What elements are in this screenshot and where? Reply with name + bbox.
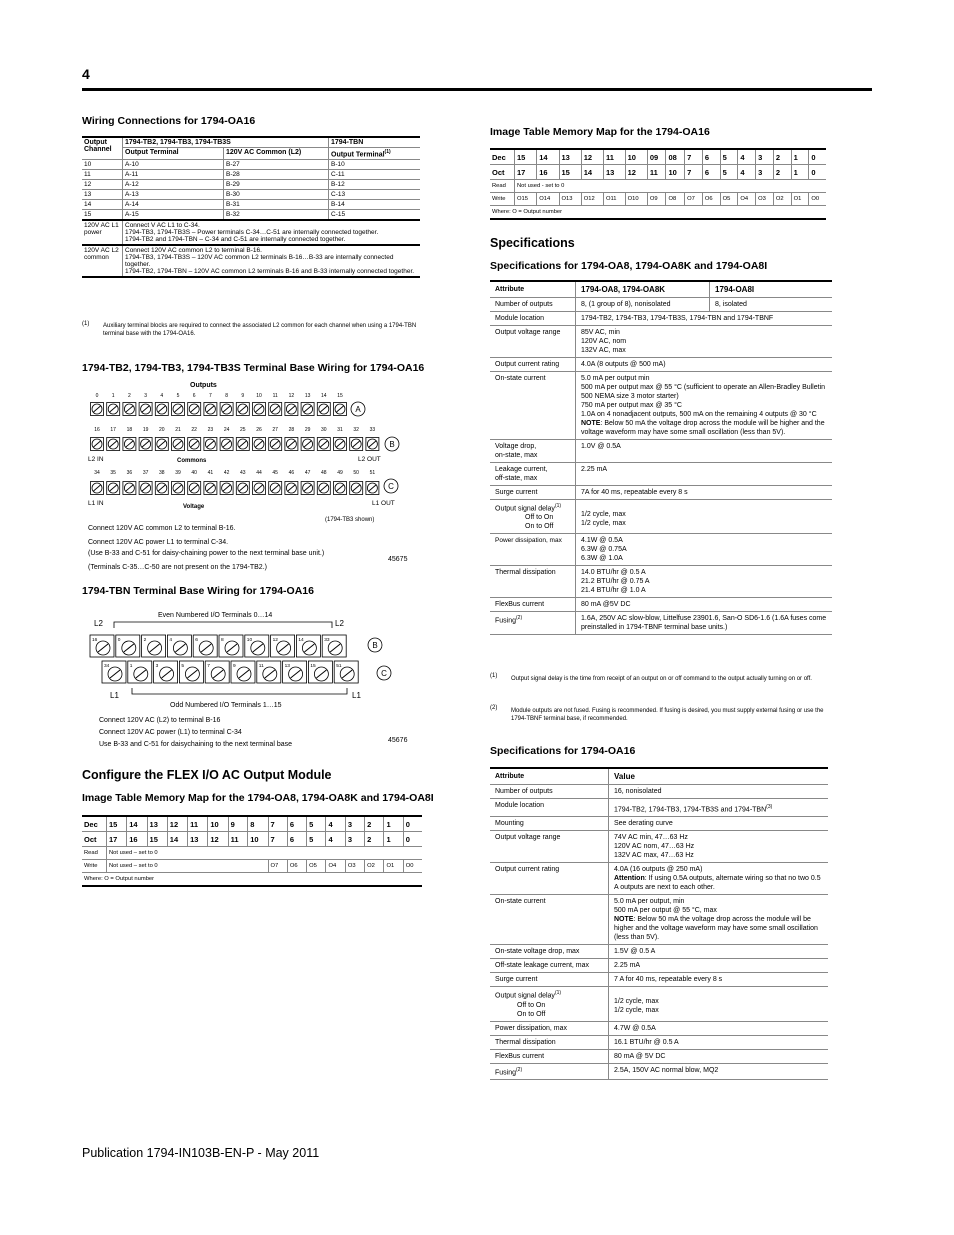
terminal-number: 24 bbox=[223, 427, 230, 433]
terminal-number: 16 bbox=[94, 427, 100, 433]
bit-cell: 1 bbox=[791, 149, 809, 165]
bit-cell: 12 bbox=[167, 816, 187, 832]
bit-cell: 13 bbox=[188, 832, 208, 847]
terminal-number: 3 bbox=[155, 664, 159, 669]
col-common: 120V AC Common (L2) bbox=[224, 148, 329, 160]
table-cell: B-27 bbox=[224, 160, 329, 170]
l1-right: L1 bbox=[352, 691, 361, 700]
terminal-number: 17 bbox=[110, 427, 116, 433]
col-output-channel: Output Channel bbox=[82, 137, 123, 160]
mm8-where: Where: O = Output number bbox=[82, 873, 422, 887]
bit-cell: 9 bbox=[228, 816, 248, 832]
bit-cell: 1 bbox=[384, 816, 403, 832]
bit-cell: 1 bbox=[384, 832, 403, 847]
terminal-number: 49 bbox=[337, 470, 343, 476]
bit-cell: O7 bbox=[268, 860, 287, 873]
terminal-number: 2 bbox=[143, 638, 147, 643]
tb3-shown: (1794-TB3 shown) bbox=[325, 517, 375, 523]
header-rule bbox=[82, 88, 872, 91]
specs-title: Specifications bbox=[490, 236, 575, 250]
bit-cell: 13 bbox=[559, 149, 581, 165]
bit-cell: O4 bbox=[738, 193, 756, 206]
bit-cell: 3 bbox=[756, 149, 774, 165]
spec1-table: Attribute 1794-OA8, 1794-OA8K 1794-OA8I Number of outputs 8, (1 group of 8), nonisolated 8, isolated Module location 1794-TB2, 1794-TB3, 1794-TB3S, 1794-TBN and 1794-TBNF Output voltage range 85V AC, min 120V AC, nom 132V AC, max Output current rating 4.0A (8 outputs @ 500 mA) On-state current 5.0 mA per output min 500 mA per output max @ 55 °C (sufficient to operate an Allen-Bradley Bulletin 500 NEMA size 3 motor starter) 750 mA per output max @ 35 °C 1.0A on 4 nonadjacent outputs, 500 mA on the remaining 4 outputs @ 30 °C NOTE: Below 50 mA the voltage drop across the module will be higher and the voltage waveform may have some small oscillation (less than 5V). Voltage drop, on-state, max 1.0V @ 0.5A Leakage current, off-state, max 2.25 mA Surge current 7A for 40 ms, repeatable every 8 s Output signal delay$^{(1)}$ Off to On On to Off 1/2 cycle, max 1/2 cycle, max Power dissipation, max 4.1W @ 0.5A 6.3W @ 0.75A 6.3W @ 1.0A Thermal dissipation 14.0 BTU/hr @ 0.5 A 21.2 BTU/hr @ 0.75 A 21.4 BTU/hr @ 1.0 A FlexBus current 80 mA @5V DC Fusing$^{(2)}$ 1.6A, 250V AC slow-blow, Littelfuse 23901.6, San-O SD6-1.6 (1.6A fuses come preinstalled in 1794-TBNF terminal base units.) bbox=[490, 280, 832, 635]
l2-left: L2 bbox=[94, 619, 103, 628]
voltage-label: Voltage bbox=[183, 504, 205, 510]
terminal-number: 0 bbox=[117, 638, 121, 643]
bit-cell: O6 bbox=[287, 860, 306, 873]
table-cell: B-28 bbox=[224, 170, 329, 180]
table-row bbox=[82, 210, 420, 221]
terminal-number: 40 bbox=[191, 470, 197, 476]
even-label: Even Numbered I/O Terminals 0…14 bbox=[158, 612, 273, 619]
col-output-terminal: Output Terminal bbox=[123, 148, 224, 160]
terminal-number: 25 bbox=[240, 427, 246, 433]
bit-cell: 4 bbox=[738, 149, 756, 165]
terminal-number: 14 bbox=[321, 393, 327, 399]
tb3-title: 1794-TB2, 1794-TB3, 1794-TB3S Terminal Base Wiring for 1794-OA16 bbox=[82, 362, 425, 374]
odd-label: Odd Numbered I/O Terminals 1…15 bbox=[170, 702, 282, 709]
bit-cell: 10 bbox=[666, 165, 685, 180]
bit-cell: O0 bbox=[809, 193, 826, 206]
wiring-fn-mark: (1) bbox=[82, 321, 90, 327]
terminal-number: 4 bbox=[169, 638, 173, 643]
terminal-number: 3 bbox=[144, 393, 147, 399]
terminal-number: 2 bbox=[128, 393, 131, 399]
outputs-label: Outputs bbox=[190, 382, 217, 389]
terminal-number: 48 bbox=[321, 470, 327, 476]
table-cell: C-15 bbox=[329, 210, 421, 221]
bit-cell: 17 bbox=[515, 165, 537, 180]
bit-cell: O5 bbox=[307, 860, 326, 873]
row-c-letter: C bbox=[388, 482, 394, 491]
terminal-number: 5 bbox=[176, 393, 180, 399]
terminal-number: 6 bbox=[192, 393, 196, 399]
col-group-b: 1794-TBN bbox=[329, 137, 421, 148]
bit-cell: 11 bbox=[228, 832, 248, 847]
terminal-number: 44 bbox=[256, 470, 262, 476]
l2-right: L2 bbox=[335, 619, 344, 628]
page-number: 4 bbox=[82, 66, 90, 82]
terminal-number: 33 bbox=[324, 638, 330, 643]
terminal-number: 12 bbox=[272, 638, 278, 643]
terminal-number: 34 bbox=[94, 470, 100, 476]
terminal-number: 0 bbox=[95, 393, 99, 399]
bit-cell: 12 bbox=[625, 165, 647, 180]
bit-cell: 13 bbox=[604, 165, 626, 180]
table-cell: 12 bbox=[82, 180, 123, 190]
terminal-number: 21 bbox=[175, 427, 181, 433]
bit-cell: 8 bbox=[248, 816, 268, 832]
bit-cell: 3 bbox=[345, 816, 364, 832]
bit-cell: O0 bbox=[403, 860, 422, 873]
bit-cell: O10 bbox=[625, 193, 647, 206]
mm16-read-text: Not used - set to 0 bbox=[515, 180, 827, 193]
table-cell: 11 bbox=[82, 170, 123, 180]
mm16-oct-label: Oct bbox=[490, 165, 515, 180]
mm16-dec-label: Dec bbox=[490, 149, 515, 165]
table-cell: A-15 bbox=[123, 210, 224, 221]
terminal-number: 45 bbox=[272, 470, 278, 476]
spec1-h-attr: Attribute bbox=[490, 281, 576, 298]
table-cell: 15 bbox=[82, 210, 123, 221]
tbn-diagram bbox=[82, 604, 422, 714]
terminal-number: 19 bbox=[142, 427, 149, 433]
bit-cell: 7 bbox=[268, 816, 287, 832]
bit-cell: 15 bbox=[559, 165, 581, 180]
terminal-number: 50 bbox=[353, 470, 359, 476]
terminal-number: 42 bbox=[223, 470, 230, 476]
table-cell: A-12 bbox=[123, 180, 224, 190]
bit-cell: 7 bbox=[685, 149, 703, 165]
terminal-number: 51 bbox=[369, 470, 376, 476]
table-cell: B-30 bbox=[224, 190, 329, 200]
bit-cell: O12 bbox=[581, 193, 603, 206]
mm8-table bbox=[82, 815, 422, 887]
l2-out-label: L2 OUT bbox=[358, 456, 381, 463]
bit-cell: 5 bbox=[307, 816, 326, 832]
spec-fn2-mark: (2) bbox=[490, 705, 498, 711]
terminal-number: 1 bbox=[129, 664, 133, 669]
terminal-number: 7 bbox=[209, 393, 212, 399]
spec2-title: Specifications for 1794-OA16 bbox=[490, 745, 636, 757]
table-row bbox=[82, 180, 420, 190]
spec-fn1-text: Output signal delay is the time from receipt of an output on or off command to the output actually turning on or off. bbox=[511, 676, 812, 682]
terminal-number: 31 bbox=[337, 427, 343, 433]
spec2-table: Attribute Value Number of outputs 16, nonisolated Module location 1794-TB2, 1794-TB3, 1794-TB3S and 1794-TBN$^{(3)}$ Mounting See derating curve Output voltage range 74V AC min, 47…63 Hz 120V AC nom, 47…63 Hz 132V AC max, 47…63 Hz Output current rating 4.0A (16 outputs @ 250 mA) Attention: If using 0.5A outputs, alternate wiring so that no two 0.5 A outputs are next to each other. On-state current 5.0 mA per output, min 500 mA per output @ 55 °C, max NOTE: Below 50 mA the voltage drop across the module will be higher and the voltage waveform may have some small oscillation (less than 5V). On-state voltage drop, max 1.5V @ 0.5 A Off-state leakage current, max 2.25 mA Surge current 7 A for 40 ms, repeatable every 8 s Output signal delay$^{(1)}$ Off to On On to Off 1/2 cycle, max 1/2 cycle, max Power dissipation, max 4.7W @ 0.5A Thermal dissipation 16.1 BTU/hr @ 0.5 A FlexBus current 80 mA @ 5V DC Fusing$^{(2)}$ 2.5A, 150V AC normal blow, MQ2 bbox=[490, 767, 828, 1080]
terminal-number: 36 bbox=[126, 470, 133, 476]
bit-cell: O5 bbox=[720, 193, 738, 206]
tbn-top-row bbox=[90, 635, 346, 657]
bit-cell: 15 bbox=[107, 816, 127, 832]
bit-cell: 08 bbox=[666, 149, 685, 165]
bit-cell: 7 bbox=[268, 832, 287, 847]
mm8-write-label: Write bbox=[82, 860, 107, 873]
terminal-number: 5 bbox=[181, 664, 185, 669]
bit-cell: O7 bbox=[685, 193, 703, 206]
terminal-number: 12 bbox=[288, 393, 295, 399]
wiring-fn-text: Auxiliary terminal blocks are required to connect the associated L2 common for each channel when using a 1794-TBN terminal base with the 1794-OA16. bbox=[103, 323, 417, 337]
table-cell: A-14 bbox=[123, 200, 224, 210]
l2-text: Connect 120V AC common L2 to terminal B-16. 1794-TB3, 1794-TB3S – 120V AC common L2 terminals B-16…B-33 are internally connected together. 1794-TB2, 1794-TBN – 120V AC common L2 terminals B-16 and B-33 internally connected together. bbox=[123, 245, 421, 277]
terminal-number: 38 bbox=[159, 470, 165, 476]
mm8-dec-label: Dec bbox=[82, 816, 107, 832]
bit-cell: O2 bbox=[365, 860, 384, 873]
table-cell: B-14 bbox=[329, 200, 421, 210]
table-cell: C-11 bbox=[329, 170, 421, 180]
mm16-title: Image Table Memory Map for the 1794-OA16 bbox=[490, 126, 710, 138]
bit-cell: O2 bbox=[773, 193, 791, 206]
spec2-h-val: Value bbox=[609, 768, 829, 785]
bit-cell: 3 bbox=[756, 165, 774, 180]
wiring-title: Wiring Connections for 1794-OA16 bbox=[82, 115, 256, 127]
terminal-row-a bbox=[91, 393, 347, 416]
table-cell: A-13 bbox=[123, 190, 224, 200]
bit-cell: 10 bbox=[625, 149, 647, 165]
bit-cell: 15 bbox=[515, 149, 537, 165]
terminal-number: 11 bbox=[258, 664, 264, 669]
bit-cell: 16 bbox=[537, 165, 559, 180]
configure-title: Configure the FLEX I/O AC Output Module bbox=[82, 768, 332, 782]
bit-cell: 6 bbox=[287, 816, 306, 832]
terminal-number: 10 bbox=[246, 638, 253, 643]
bit-cell: O3 bbox=[345, 860, 364, 873]
terminal-number: 23 bbox=[207, 427, 214, 433]
wiring-rows bbox=[82, 160, 420, 221]
spec1-h-b: 1794-OA8I bbox=[710, 281, 833, 298]
bit-cell: 1 bbox=[791, 165, 809, 180]
commons-label: Commons bbox=[177, 458, 207, 464]
mm16-write-label: Write bbox=[490, 193, 515, 206]
spec2-h-attr: Attribute bbox=[490, 768, 609, 785]
terminal-number: 27 bbox=[272, 427, 278, 433]
bit-cell: O13 bbox=[559, 193, 581, 206]
table-row bbox=[82, 170, 420, 180]
mm8-read-text: Not used – set to 0 bbox=[107, 847, 423, 860]
bit-cell: 2 bbox=[365, 816, 384, 832]
tbn-row-b-letter: B bbox=[372, 641, 378, 650]
mm8-oct-label: Oct bbox=[82, 832, 107, 847]
terminal-number: 13 bbox=[304, 393, 311, 399]
spec1-h-a: 1794-OA8, 1794-OA8K bbox=[576, 281, 710, 298]
table-cell: A-10 bbox=[123, 160, 224, 170]
tb3-notes: Connect 120V AC common L2 to terminal B-16. Connect 120V AC power L1 to terminal C-34. (Use B-33 and C-51 for daisy-chaining power to the next terminal base unit.) (Terminals C-35…C-50 are not present on the 1794-TB2.) bbox=[88, 525, 325, 571]
bit-cell: 14 bbox=[581, 165, 603, 180]
bit-cell: 0 bbox=[809, 149, 826, 165]
bit-cell: 13 bbox=[147, 816, 167, 832]
bit-cell: 6 bbox=[702, 165, 720, 180]
terminal-number: 7 bbox=[207, 664, 210, 669]
tbn-fig-num: 45676 bbox=[388, 737, 408, 744]
l1-out-label: L1 OUT bbox=[372, 500, 395, 507]
terminal-number: 15 bbox=[310, 664, 316, 669]
terminal-number: 13 bbox=[284, 664, 290, 669]
bit-cell: 12 bbox=[581, 149, 603, 165]
spec-fn1-mark: (1) bbox=[490, 673, 498, 679]
table-cell: 14 bbox=[82, 200, 123, 210]
terminal-number: 26 bbox=[256, 427, 262, 433]
terminal-number: 28 bbox=[288, 427, 295, 433]
bit-cell: 16 bbox=[127, 832, 147, 847]
terminal-number: 8 bbox=[221, 638, 224, 643]
table-cell: A-11 bbox=[123, 170, 224, 180]
bit-cell: 0 bbox=[403, 832, 422, 847]
bit-cell: 7 bbox=[685, 165, 703, 180]
table-row bbox=[82, 190, 420, 200]
terminal-number: 37 bbox=[142, 470, 149, 476]
mm8-title: Image Table Memory Map for the 1794-OA8, 1794-OA8K and 1794-OA8I bbox=[82, 792, 434, 804]
l1-in-label: L1 IN bbox=[88, 500, 104, 507]
bit-cell: 0 bbox=[809, 165, 826, 180]
table-cell: B-32 bbox=[224, 210, 329, 221]
bit-cell: 6 bbox=[287, 832, 306, 847]
bit-cell: O1 bbox=[791, 193, 809, 206]
bit-cell: O14 bbox=[537, 193, 559, 206]
bit-cell: O3 bbox=[756, 193, 774, 206]
terminal-number: 30 bbox=[321, 427, 327, 433]
bit-cell: 2 bbox=[773, 165, 791, 180]
bit-cell: 2 bbox=[365, 832, 384, 847]
terminal-number: 46 bbox=[288, 470, 295, 476]
bit-cell: O4 bbox=[326, 860, 345, 873]
terminal-number: 39 bbox=[175, 470, 181, 476]
terminal-row-b bbox=[91, 427, 379, 451]
bit-cell: 6 bbox=[702, 149, 720, 165]
mm16-read-label: Read bbox=[490, 180, 515, 193]
bit-cell: 17 bbox=[107, 832, 127, 847]
terminal-number: 29 bbox=[304, 427, 311, 433]
spec1-title: Specifications for 1794-OA8, 1794-OA8K and 1794-OA8I bbox=[490, 260, 768, 272]
table-cell: 10 bbox=[82, 160, 123, 170]
terminal-number: 41 bbox=[207, 470, 214, 476]
terminal-number: 47 bbox=[304, 470, 311, 476]
spec-fn2-text: Module outputs are not fused. Fusing is recommended. If fusing is desired, you must supply external fusing or use the 1794-TBNF terminal base, if recommended. bbox=[511, 708, 824, 722]
bit-cell: 4 bbox=[738, 165, 756, 180]
terminal-number: 11 bbox=[272, 393, 278, 399]
terminal-number: 33 bbox=[369, 427, 376, 433]
terminal-row-c bbox=[91, 470, 379, 495]
l2-label: 120V AC L2 common bbox=[82, 245, 123, 277]
table-cell: C-13 bbox=[329, 190, 421, 200]
mm8-write-text: Not used – set to 0 bbox=[107, 860, 269, 873]
row-a-letter: A bbox=[355, 405, 361, 414]
tbn-bottom-row bbox=[102, 661, 358, 683]
mm16-table bbox=[490, 148, 826, 220]
terminal-number: 22 bbox=[191, 427, 197, 433]
terminal-number: 6 bbox=[195, 638, 198, 643]
bit-cell: 0 bbox=[403, 816, 422, 832]
bit-cell: 5 bbox=[720, 165, 738, 180]
bit-cell: 11 bbox=[188, 816, 208, 832]
l1-label: 120V AC L1 power bbox=[82, 220, 123, 245]
row-b-letter: B bbox=[389, 440, 395, 449]
bit-cell: 5 bbox=[307, 832, 326, 847]
terminal-number: 8 bbox=[225, 393, 228, 399]
terminal-number: 4 bbox=[160, 393, 164, 399]
bit-cell: 10 bbox=[208, 816, 228, 832]
terminal-number: 34 bbox=[104, 664, 110, 669]
bit-cell: O9 bbox=[647, 193, 666, 206]
table-cell: B-10 bbox=[329, 160, 421, 170]
terminal-number: 9 bbox=[241, 393, 245, 399]
terminal-number: 14 bbox=[298, 638, 304, 643]
bit-cell: 4 bbox=[326, 816, 345, 832]
terminal-number: 51 bbox=[336, 664, 342, 669]
table-cell: B-12 bbox=[329, 180, 421, 190]
bit-cell: 11 bbox=[604, 149, 626, 165]
bit-cell: 4 bbox=[326, 832, 345, 847]
terminal-number: 32 bbox=[353, 427, 359, 433]
bit-cell: 10 bbox=[248, 832, 268, 847]
tbn-title: 1794-TBN Terminal Base Wiring for 1794-OA16 bbox=[82, 585, 314, 597]
terminal-number: 18 bbox=[126, 427, 133, 433]
terminal-number: 9 bbox=[233, 664, 236, 669]
terminal-number: 43 bbox=[240, 470, 246, 476]
l2-in-label: L2 IN bbox=[88, 456, 104, 463]
tbn-row-c-letter: C bbox=[381, 669, 387, 678]
bit-cell: 14 bbox=[127, 816, 147, 832]
terminal-number: 35 bbox=[110, 470, 116, 476]
wiring-table bbox=[82, 136, 420, 278]
table-row bbox=[82, 200, 420, 210]
bit-cell: 12 bbox=[208, 832, 228, 847]
bit-cell: 14 bbox=[537, 149, 559, 165]
footer: Publication 1794-IN103B-EN-P - May 2011 bbox=[82, 1146, 320, 1160]
tb3-fig-num: 45675 bbox=[388, 556, 408, 563]
l1-left: L1 bbox=[110, 691, 119, 700]
bit-cell: O1 bbox=[384, 860, 403, 873]
bit-cell: 11 bbox=[647, 165, 666, 180]
terminal-number: 10 bbox=[256, 393, 262, 399]
tbn-notes: Connect 120V AC (L2) to terminal B-16 Connect 120V AC power (L1) to terminal C-34 Use B-33 and C-51 for daisychaining to the next terminal base bbox=[99, 717, 292, 748]
bit-cell: 15 bbox=[147, 832, 167, 847]
bit-cell: 5 bbox=[720, 149, 738, 165]
mm16-where: Where: O = Output number bbox=[490, 206, 826, 220]
mm8-read-label: Read bbox=[82, 847, 107, 860]
bit-cell: O6 bbox=[702, 193, 720, 206]
terminal-number: 1 bbox=[111, 393, 115, 399]
bit-cell: O11 bbox=[604, 193, 626, 206]
terminal-number: 16 bbox=[92, 638, 98, 643]
col-group-a: 1794-TB2, 1794-TB3, 1794-TB3S bbox=[123, 137, 329, 148]
table-row bbox=[82, 160, 420, 170]
terminal-number: 20 bbox=[159, 427, 165, 433]
table-cell: B-31 bbox=[224, 200, 329, 210]
col-output-terminal-b: Output Terminal$^{(1)}$ bbox=[329, 148, 421, 160]
table-cell: 13 bbox=[82, 190, 123, 200]
bit-cell: O15 bbox=[515, 193, 537, 206]
bit-cell: 14 bbox=[167, 832, 187, 847]
bit-cell: 09 bbox=[647, 149, 666, 165]
l1-text: Connect V AC L1 to C-34. 1794-TB3, 1794-TB3S – Power terminals C-34…C-51 are internally connected together. 1794-TB2 and 1794-TBN – C-34 and C-51 are internally connected together. bbox=[123, 220, 421, 245]
bit-cell: 2 bbox=[773, 149, 791, 165]
table-cell: B-29 bbox=[224, 180, 329, 190]
bit-cell: O8 bbox=[666, 193, 685, 206]
bit-cell: 3 bbox=[345, 832, 364, 847]
terminal-number: 15 bbox=[337, 393, 343, 399]
